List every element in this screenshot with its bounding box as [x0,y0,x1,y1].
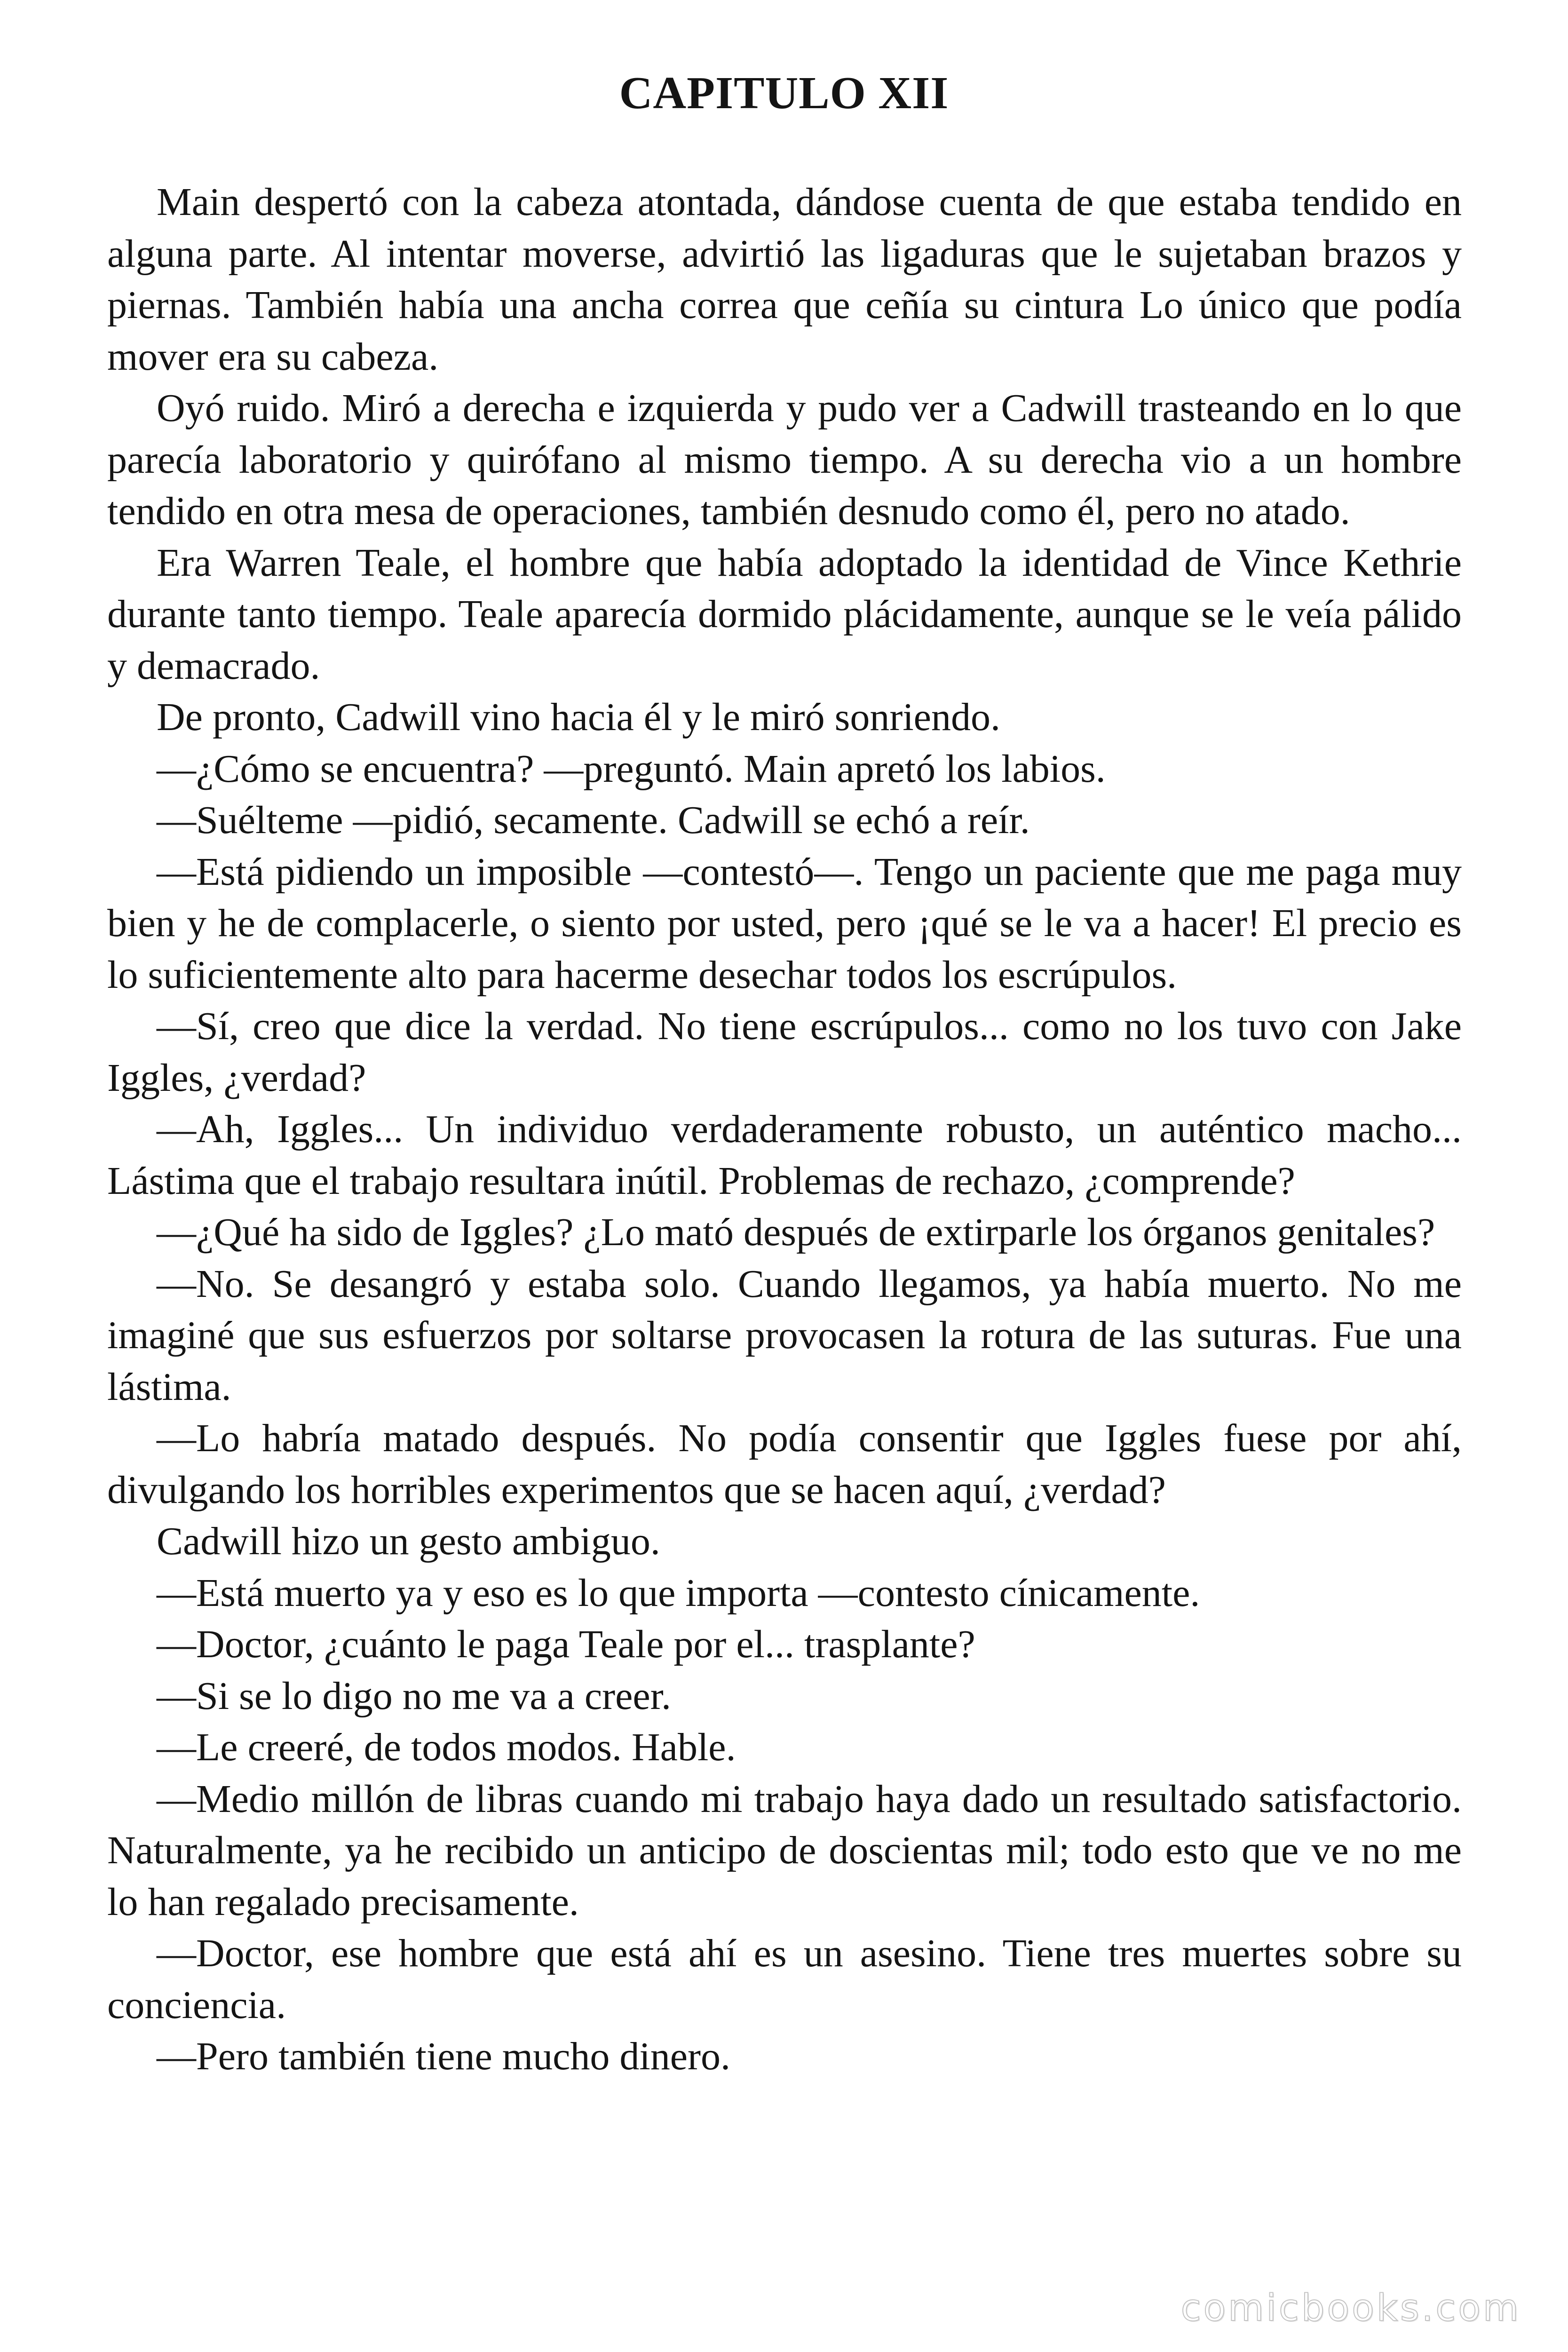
dialogue-line: —Doctor, ¿cuánto le paga Teale por el... trasplante? [157,1622,975,1666]
dialogue-line: —No. Se desangró y estaba solo. Cuando llegamos, ya había muerto. No me imaginé que sus esfuerzos por soltarse provocasen la rotura de las suturas. Fue una lástima. [107,1262,1462,1409]
dialogue-line: —Lo habría matado después. No podía consentir que Iggles fuese por ahí, divulgando los horribles experimentos que se hacen aquí, ¿verdad? [107,1416,1462,1512]
chapter-body [107,176,1462,2082]
dialogue-line: —Sí, creo que dice la verdad. No tiene escrúpulos... como no los tuvo con Jake Iggles, ¿verdad? [107,1004,1462,1100]
paragraph: Oyó ruido. Miró a derecha e izquierda y pudo ver a Cadwill trasteando en lo que parecía laboratorio y quirófano al mismo tiempo. A su derecha vio a un hombre tendido en otra mesa de operaciones, también desnudo como él, pero no atado. [107,386,1462,533]
paragraph: De pronto, Cadwill vino hacia él y le miró sonriendo. [157,695,1000,739]
dialogue-line: —Doctor, ese hombre que está ahí es un asesino. Tiene tres muertes sobre su conciencia. [107,1931,1462,2027]
chapter-title: CAPITULO XII [619,68,949,119]
paragraph: Era Warren Teale, el hombre que había adoptado la identidad de Vince Kethrie durante tanto tiempo. Teale aparecía dormido plácidamente, aunque se le veía pálido y demacrado. [107,540,1462,688]
dialogue-line: —¿Qué ha sido de Iggles? ¿Lo mató después de extirparle los órganos genitales? [157,1210,1435,1254]
dialogue-line: —Pero también tiene mucho dinero. [157,2034,731,2078]
dialogue-line: —Medio millón de libras cuando mi trabajo haya dado un resultado satisfactorio. Naturalmente, ya he recibido un anticipo de doscientas mil; todo esto que ve no me lo han regalado precisamente. [107,1777,1462,1924]
dialogue-line: —Está pidiendo un imposible —contestó—. Tengo un paciente que me paga muy bien y he de complacerle, o siento por usted, pero ¡qué se le va a hacer! El precio es lo suficientemente alto para hacerme desechar todos los escrúpulos. [107,850,1462,997]
dialogue-line: —Está muerto ya y eso es lo que importa —contesto cínicamente. [157,1571,1200,1615]
paragraph: Main despertó con la cabeza atontada, dándose cuenta de que estaba tendido en alguna parte. Al intentar moverse, advirtió las ligaduras que le sujetaban brazos y piernas. También había una ancha correa que ceñía su cintura Lo único que podía mover era su cabeza. [107,180,1462,379]
dialogue-line: —¿Cómo se encuentra? —preguntó. Main apretó los labios. [157,747,1106,791]
dialogue-line: —Ah, Iggles... Un individuo verdaderamente robusto, un auténtico macho... Lástima que el trabajo resultara inútil. Problemas de rechazo, ¿comprende? [107,1107,1462,1203]
paragraph: Cadwill hizo un gesto ambiguo. [157,1519,660,1563]
watermark-text: comicbooks.com [1180,2287,1521,2329]
dialogue-line: —Si se lo digo no me va a creer. [157,1674,672,1718]
dialogue-line: —Le creeré, de todos modos. Hable. [157,1725,736,1769]
dialogue-line: —Suélteme —pidió, secamente. Cadwill se echó a reír. [157,798,1030,842]
